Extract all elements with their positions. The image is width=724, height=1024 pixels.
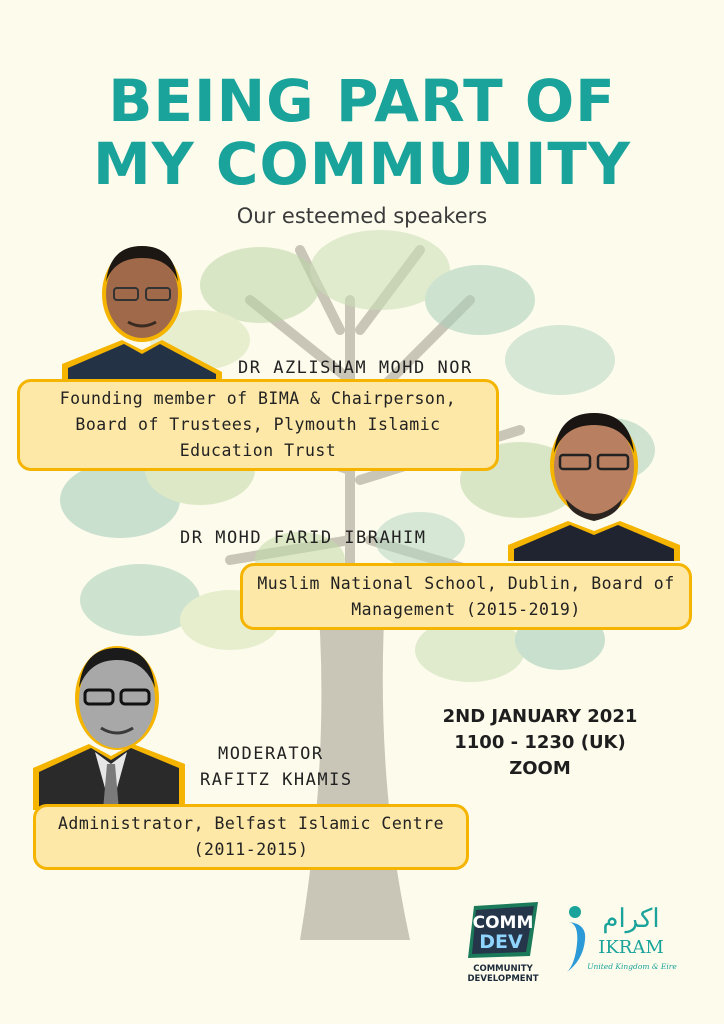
speaker-1-role-box	[17, 379, 499, 471]
moderator-photo	[33, 640, 188, 810]
ikram-logo-name: IKRAM	[598, 937, 664, 958]
event-platform: ZOOM	[509, 758, 571, 779]
commdev-logo-caption1: COMMUNITY	[473, 964, 533, 974]
speaker-1-role: Founding member of BIMA & Chairperson, Board of Trustees, Plymouth Islamic Education Trust	[59, 389, 457, 460]
moderator-role-box	[33, 804, 469, 870]
speaker-1-name: DR AZLISHAM MOHD NOR	[238, 358, 473, 378]
moderator-role: Administrator, Belfast Islamic Centre (2011-2015)	[57, 814, 445, 859]
moderator-label: MODERATOR	[218, 744, 324, 764]
poster-subtitle: Our esteemed speakers	[236, 204, 488, 228]
speaker-2-role: Muslim National School, Dublin, Board of Management (2015-2019)	[257, 573, 675, 619]
poster-title-line1: BEING PART OF	[108, 67, 616, 135]
speaker-2-role-box	[240, 563, 692, 630]
commdev-logo-caption2: DEVELOPMENT	[467, 974, 539, 984]
event-time: 1100 - 1230 (UK)	[454, 732, 626, 753]
ikram-logo-tagline: United Kingdom & Eire	[587, 962, 677, 971]
event-date: 2ND JANUARY 2021	[442, 706, 638, 727]
commdev-logo-mark	[466, 902, 540, 960]
commdev-logo-line2: DEV	[479, 931, 523, 953]
poster-title-line2: MY COMMUNITY	[93, 130, 631, 198]
speaker-1-photo	[62, 232, 222, 382]
ikram-logo	[565, 904, 675, 980]
commdev-logo	[466, 902, 540, 982]
ikram-logo-arabic: اكرام	[602, 904, 660, 934]
commdev-logo-line1: COMM	[472, 913, 534, 933]
speaker-2-name: DR MOHD FARID IBRAHIM	[180, 528, 427, 548]
speaker-2-photo	[508, 403, 680, 561]
moderator-name: RAFITZ KHAMIS	[200, 770, 353, 790]
